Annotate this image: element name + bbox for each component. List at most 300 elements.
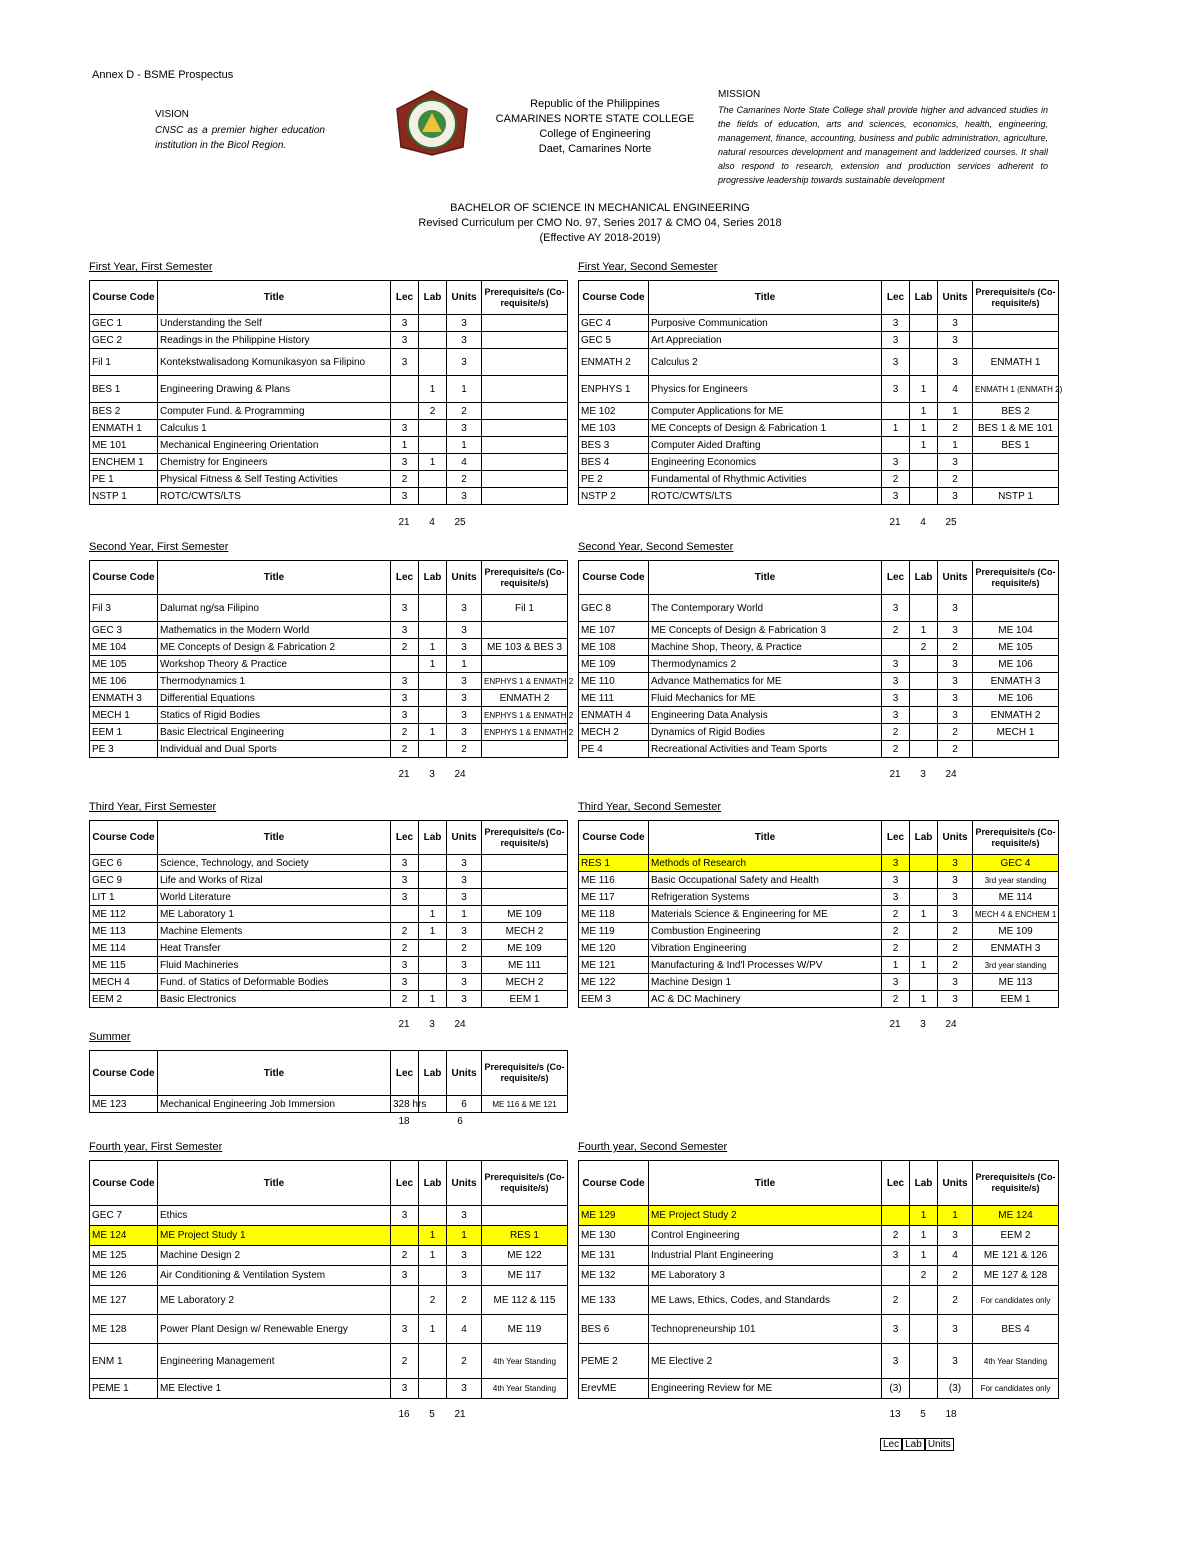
course-row [579,656,1059,673]
course-row [579,1315,1059,1344]
units: 3 [447,855,482,872]
col-units: Units [938,281,973,315]
units: 4 [938,376,973,403]
lab-hours: 1 [419,1226,447,1246]
course-title: Mechanical Engineering Job Immersion [158,1096,391,1113]
course-code: ME 109 [579,656,649,673]
lab-hours [419,437,447,454]
course-title: Differential Equations [158,690,391,707]
units: 2 [938,923,973,940]
col-units: Units [447,821,482,855]
col-lab: Lab [910,561,938,595]
lab-hours [419,1266,447,1286]
course-title: Heat Transfer [158,940,391,957]
course-code: GEC 2 [90,332,158,349]
units: 3 [447,1266,482,1286]
course-row [579,724,1059,741]
course-title: Readings in the Philippine History [158,332,391,349]
units: 3 [938,349,973,376]
col-title: Title [649,281,882,315]
prerequisite: 3rd year standing [973,957,1059,974]
table-header [90,281,568,315]
lab-hours [910,872,938,889]
units: 3 [447,991,482,1008]
prerequisite: 4th Year Standing [482,1344,568,1379]
lab-hours [419,855,447,872]
course-row [579,1246,1059,1266]
total-lab: 3 [920,1019,926,1030]
lab-hours: 1 [419,454,447,471]
course-code: ENCHEM 1 [90,454,158,471]
lab-hours [419,673,447,690]
lec-hours: 3 [882,595,910,622]
lab-hours: 1 [910,957,938,974]
lec-hours: 3 [391,673,419,690]
course-code: BES 3 [579,437,649,454]
col-units: Units [938,561,973,595]
lec-hours: 2 [882,622,910,639]
course-row [579,1286,1059,1315]
col-units: Units [938,1161,973,1206]
col-prerequisite: Prerequisite/s (Co-requisite/s) [482,821,568,855]
prerequisite [973,741,1059,758]
prerequisite: ME 109 [482,940,568,957]
units: 3 [938,906,973,923]
college-seal-logo [393,89,471,157]
prerequisite: ENMATH 1 [973,349,1059,376]
lec-hours: 3 [882,332,910,349]
col-lab: Lab [419,1161,447,1206]
course-title: Control Engineering [649,1226,882,1246]
lec-hours: 3 [391,957,419,974]
lec-hours: 3 [391,1315,419,1344]
course-code: ME 131 [579,1246,649,1266]
prerequisite: 4th Year Standing [482,1379,568,1399]
col-lab: Lab [910,281,938,315]
course-title: ME Concepts of Design & Fabrication 3 [649,622,882,639]
prerequisite: MECH 1 [973,724,1059,741]
col-lec: Lec [882,561,910,595]
prerequisite: RES 1 [482,1226,568,1246]
units: 3 [447,1206,482,1226]
lab-hours [910,974,938,991]
col-prerequisite: Prerequisite/s (Co-requisite/s) [973,1161,1059,1206]
units: 3 [938,656,973,673]
lec-hours: 3 [882,1344,910,1379]
col-lab: Lab [910,1161,938,1206]
course-row [579,403,1059,420]
course-title: Art Appreciation [649,332,882,349]
prerequisite: ME 124 [973,1206,1059,1226]
course-code: ME 108 [579,639,649,656]
prerequisite: ME 127 & 128 [973,1266,1059,1286]
course-title: ME Concepts of Design & Fabrication 1 [649,420,882,437]
units: 3 [447,1379,482,1399]
course-title: Workshop Theory & Practice [158,656,391,673]
course-code: PEME 2 [579,1344,649,1379]
lab-hours: 1 [419,1246,447,1266]
legend-units: Units [925,1438,954,1451]
units: 4 [447,454,482,471]
prerequisite: 3rd year standing [973,872,1059,889]
table-header [579,281,1059,315]
units: 2 [938,471,973,488]
lec-hours: 3 [882,1315,910,1344]
lab-hours [419,1344,447,1379]
prerequisite: ME 109 [482,906,568,923]
prerequisite: EEM 1 [973,991,1059,1008]
course-title: Computer Applications for ME [649,403,882,420]
prerequisite: ME 119 [482,1315,568,1344]
units: 3 [447,639,482,656]
course-row [579,437,1059,454]
lec-hours: 2 [882,741,910,758]
course-code: ME 125 [90,1246,158,1266]
course-code: PE 4 [579,741,649,758]
prerequisite: MECH 2 [482,923,568,940]
units: 1 [447,437,482,454]
units: 3 [447,488,482,505]
course-title: Combustion Engineering [649,923,882,940]
units: 1 [447,376,482,403]
units: 3 [447,923,482,940]
prerequisite [482,403,568,420]
course-title: ME Elective 1 [158,1379,391,1399]
curriculum-table [89,1050,568,1113]
course-title: AC & DC Machinery [649,991,882,1008]
lab-hours [419,488,447,505]
units: 3 [938,622,973,639]
course-code: ME 119 [579,923,649,940]
course-code: ME 130 [579,1226,649,1246]
lec-hours: 3 [391,1379,419,1399]
lec-hours [391,906,419,923]
prerequisite: ME 105 [973,639,1059,656]
legend-lab: Lab [902,1438,925,1451]
course-row [90,940,568,957]
course-row [579,488,1059,505]
total-lab: 5 [920,1409,926,1420]
prerequisite [482,656,568,673]
course-title: Ethics [158,1206,391,1226]
prerequisite: ENMATH 2 [482,690,568,707]
col-course-code: Course Code [579,1161,649,1206]
prerequisite [973,471,1059,488]
course-row [90,488,568,505]
units: 2 [938,1286,973,1315]
lab-hours: 1 [419,376,447,403]
lec-hours [391,1226,419,1246]
col-units: Units [447,561,482,595]
course-code: Fil 1 [90,349,158,376]
course-row [90,1096,568,1113]
curriculum-table [578,280,1063,505]
total-lab: 4 [429,517,435,528]
course-title: Calculus 1 [158,420,391,437]
course-code: PE 1 [90,471,158,488]
lab-hours [910,1315,938,1344]
curriculum-table [89,820,568,1008]
semester-title: Fourth year, First Semester [89,1141,223,1153]
col-lec: Lec [391,1161,419,1206]
lec-hours: 3 [882,454,910,471]
course-code: ME 120 [579,940,649,957]
col-title: Title [649,821,882,855]
lab-hours [419,707,447,724]
col-title: Title [158,281,391,315]
col-title: Title [158,1051,391,1096]
course-title: Methods of Research [649,855,882,872]
header-college-name: CAMARINES NORTE STATE COLLEGE [495,113,695,125]
col-units: Units [447,1051,482,1096]
course-title: Basic Occupational Safety and Health [649,872,882,889]
lab-hours: 1 [910,1206,938,1226]
prerequisite: MECH 2 [482,974,568,991]
lec-hours: 3 [391,855,419,872]
lab-hours [910,595,938,622]
course-code: ME 105 [90,656,158,673]
total-lab: 4 [920,517,926,528]
units: 3 [447,349,482,376]
course-code: ME 122 [579,974,649,991]
prerequisite [482,471,568,488]
prerequisite: ENPHYS 1 & ENMATH 2 [482,673,568,690]
lec-hours: 2 [391,1344,419,1379]
course-code: MECH 4 [90,974,158,991]
total-lec: 18 [398,1116,410,1127]
lab-hours [419,974,447,991]
lab-hours: 2 [419,1286,447,1315]
lab-hours [419,420,447,437]
course-title: Fundamental of Rhythmic Activities [649,471,882,488]
header-address: Daet, Camarines Norte [538,143,652,155]
course-code: PEME 1 [90,1379,158,1399]
course-code: LIT 1 [90,889,158,906]
course-row [90,332,568,349]
col-lec: Lec [882,281,910,315]
course-row [579,1206,1059,1226]
course-row [90,349,568,376]
lec-hours: 3 [391,595,419,622]
course-title: Engineering Data Analysis [649,707,882,724]
total-units: 24 [945,769,957,780]
total-lec: 13 [889,1409,901,1420]
prerequisite: ENMATH 1 (ENMATH 2) [973,376,1059,403]
course-title: ME Project Study 2 [649,1206,882,1226]
lec-hours: 3 [391,1206,419,1226]
prerequisite: ME 113 [973,974,1059,991]
course-code: EEM 2 [90,991,158,1008]
lec-hours: 2 [391,724,419,741]
course-title: Dynamics of Rigid Bodies [649,724,882,741]
course-row [90,906,568,923]
lec-hours [391,376,419,403]
col-course-code: Course Code [90,561,158,595]
course-row [90,1315,568,1344]
course-code: ME 102 [579,403,649,420]
units: 3 [447,957,482,974]
lab-hours [910,724,938,741]
course-title: Individual and Dual Sports [158,741,391,758]
lec-hours: 3 [391,332,419,349]
course-code: EEM 1 [90,724,158,741]
course-code: GEC 9 [90,872,158,889]
col-title: Title [158,561,391,595]
lec-hours: 2 [882,471,910,488]
units: 3 [938,707,973,724]
course-title: ROTC/CWTS/LTS [649,488,882,505]
course-row [90,595,568,622]
col-lab: Lab [419,821,447,855]
lec-hours: 3 [882,488,910,505]
course-row [90,991,568,1008]
course-row [579,639,1059,656]
course-code: ME 110 [579,673,649,690]
lec-hours: 3 [882,855,910,872]
lec-hours: 3 [882,690,910,707]
prerequisite: ME 111 [482,957,568,974]
lec-hours: 2 [882,923,910,940]
units: 3 [938,1315,973,1344]
lab-hours [910,707,938,724]
units: 4 [447,1315,482,1344]
units: 3 [938,991,973,1008]
total-lec: 21 [889,1019,901,1030]
units: 2 [447,940,482,957]
units: 3 [938,673,973,690]
units: 3 [447,690,482,707]
lab-hours: 1 [910,376,938,403]
prerequisite: BES 1 [973,437,1059,454]
course-row [90,974,568,991]
course-row [579,595,1059,622]
course-title: Fund. of Statics of Deformable Bodies [158,974,391,991]
course-row [90,656,568,673]
units: 3 [938,488,973,505]
col-prerequisite: Prerequisite/s (Co-requisite/s) [973,821,1059,855]
course-title: Air Conditioning & Ventilation System [158,1266,391,1286]
prerequisite: For candidates only [973,1286,1059,1315]
course-row [579,923,1059,940]
col-title: Title [649,561,882,595]
course-title: Thermodynamics 1 [158,673,391,690]
lab-hours [419,595,447,622]
course-title: ME Project Study 1 [158,1226,391,1246]
units: 2 [447,471,482,488]
prerequisite [482,855,568,872]
semester-title: First Year, First Semester [89,261,213,273]
lab-hours: 1 [419,923,447,940]
course-row [90,437,568,454]
units: 3 [938,1344,973,1379]
lec-hours: 2 [391,471,419,488]
vision-heading: VISION [155,109,189,120]
lec-hours [882,639,910,656]
lec-hours: 2 [882,940,910,957]
course-title: Machine Elements [158,923,391,940]
course-code: GEC 6 [90,855,158,872]
semester-title: Second Year, Second Semester [578,541,734,553]
col-title: Title [158,1161,391,1206]
units: 1 [938,437,973,454]
prerequisite: ME 103 & BES 3 [482,639,568,656]
lec-hours: 3 [391,349,419,376]
course-title: Computer Fund. & Programming [158,403,391,420]
lab-hours: 2 [910,639,938,656]
curriculum-table [578,1160,1059,1399]
units: 3 [938,889,973,906]
course-code: Fil 3 [90,595,158,622]
prerequisite: ME 117 [482,1266,568,1286]
course-code: ME 114 [90,940,158,957]
col-lab: Lab [419,561,447,595]
units: 3 [938,690,973,707]
lab-hours [910,454,938,471]
prerequisite: ME 112 & 115 [482,1286,568,1315]
course-title: Industrial Plant Engineering [649,1246,882,1266]
course-title: Engineering Drawing & Plans [158,376,391,403]
course-code: ME 101 [90,437,158,454]
course-code: ME 117 [579,889,649,906]
prerequisite: Fil 1 [482,595,568,622]
lec-hours [882,1206,910,1226]
lab-hours: 1 [419,724,447,741]
lec-hours: 3 [391,872,419,889]
col-course-code: Course Code [90,1051,158,1096]
course-code: ME 107 [579,622,649,639]
table-header [90,561,568,595]
lab-hours: 1 [419,656,447,673]
course-row [579,673,1059,690]
course-title: Physics for Engineers [649,376,882,403]
course-title: Understanding the Self [158,315,391,332]
course-code: ME 123 [90,1096,158,1113]
lab-hours [419,1206,447,1226]
units: 2 [938,724,973,741]
course-row [579,957,1059,974]
course-code: GEC 3 [90,622,158,639]
lab-hours: 1 [910,403,938,420]
course-code: ME 124 [90,1226,158,1246]
prerequisite: BES 1 & ME 101 [973,420,1059,437]
lab-hours: 1 [910,437,938,454]
course-code: ME 103 [579,420,649,437]
lec-hours: 2 [391,741,419,758]
lec-hours: 2 [391,1246,419,1266]
course-row [90,1246,568,1266]
prerequisite [482,454,568,471]
units: 2 [447,403,482,420]
course-row [90,957,568,974]
lab-hours [419,690,447,707]
lab-hours: 1 [419,991,447,1008]
course-title: ME Laboratory 2 [158,1286,391,1315]
course-title: ME Concepts of Design & Fabrication 2 [158,639,391,656]
lec-hours: 3 [391,420,419,437]
semester-title: Third Year, First Semester [89,801,217,813]
lec-hours: 2 [391,639,419,656]
course-code: ME 132 [579,1266,649,1286]
units: 1 [447,906,482,923]
course-code: ENMATH 3 [90,690,158,707]
prerequisite: ME 109 [973,923,1059,940]
lab-hours [910,471,938,488]
course-row [579,349,1059,376]
course-row [90,889,568,906]
course-code: MECH 2 [579,724,649,741]
effectivity: (Effective AY 2018-2019) [539,232,661,244]
course-title: Mathematics in the Modern World [158,622,391,639]
